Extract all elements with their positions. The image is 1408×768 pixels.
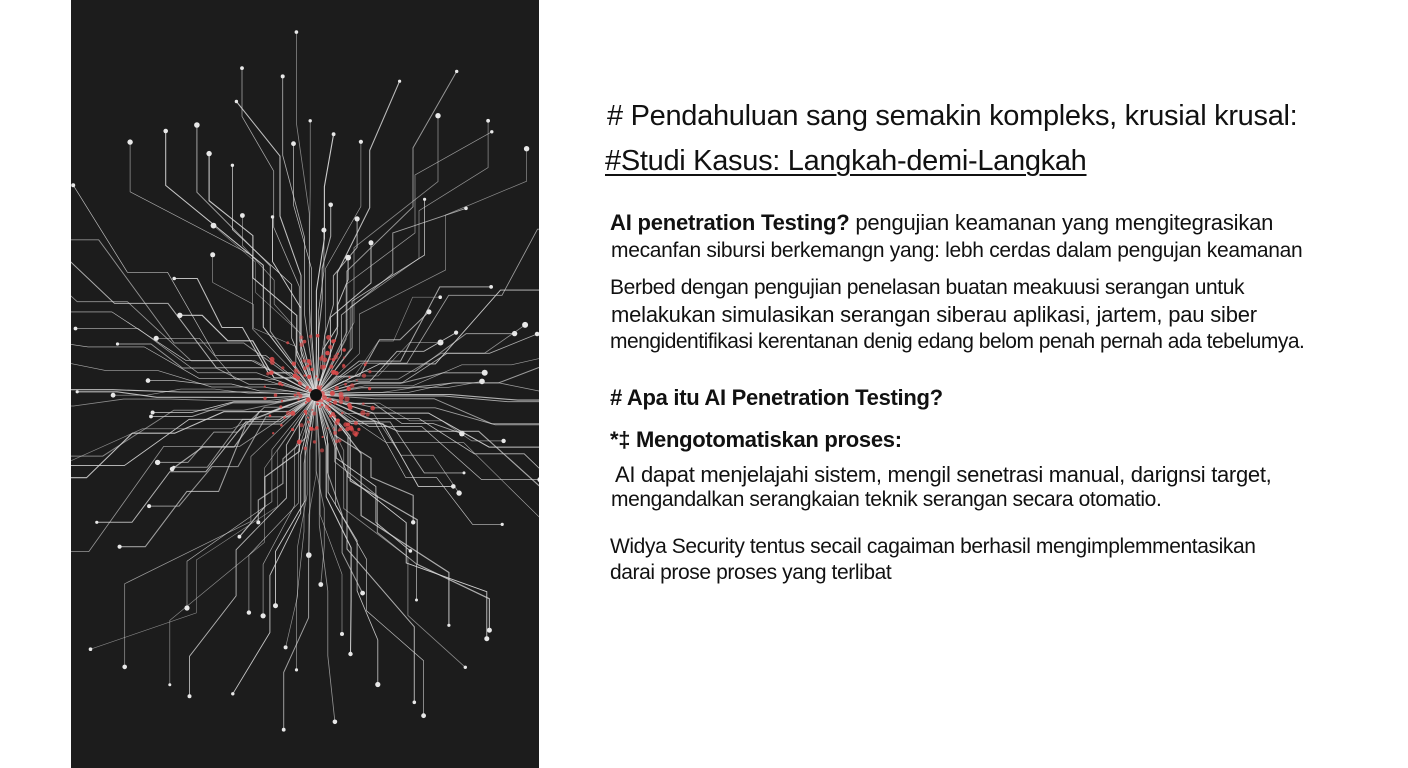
circuit-node [281, 74, 285, 78]
circuit-node [355, 216, 360, 221]
circuit-node [487, 628, 492, 633]
circuit-node [127, 139, 132, 144]
core-spark [309, 363, 312, 366]
core-spark [329, 403, 332, 406]
core-spark [315, 426, 319, 430]
circuit-node [484, 636, 489, 641]
circuit-node [122, 665, 127, 670]
core-spark [348, 405, 353, 410]
core-spark [319, 357, 323, 361]
circuit-node [211, 223, 217, 229]
circuit-node [463, 471, 466, 474]
circuit-node [524, 146, 529, 151]
circuit-node [240, 213, 245, 218]
core-spark [325, 351, 330, 356]
core-spark [272, 432, 274, 434]
circuit-node [501, 523, 504, 526]
core-spark [366, 412, 370, 416]
circuit-node [411, 520, 415, 524]
circuit-node [451, 484, 456, 489]
core-spark [304, 410, 308, 414]
circuit-node [111, 393, 116, 398]
circuit-node [261, 613, 266, 618]
core-spark [344, 396, 349, 401]
circuit-node [149, 415, 153, 419]
paragraph-4-line-1: Widya Security tentus secail cagaiman berhasil mengimplemmentasikan [610, 535, 1256, 558]
circuit-node [170, 467, 175, 472]
circuit-node [318, 582, 323, 587]
circuit-node [95, 521, 98, 524]
core-spark [320, 448, 324, 452]
core-spark [336, 419, 340, 423]
core-spark [356, 431, 359, 434]
paragraph-3-line-2: mengandalkan serangkaian teknik serangan secara otomatio. [611, 488, 1162, 511]
core-spark [264, 386, 266, 388]
circuit-node [456, 490, 461, 495]
circuit-node [172, 277, 176, 281]
core-spark [300, 336, 304, 340]
core-spark [346, 387, 351, 392]
circuit-node [177, 313, 182, 318]
core-spark [297, 392, 301, 396]
core-spark [312, 412, 316, 416]
paragraph-1-line-1 [610, 210, 1273, 236]
core-spark [348, 376, 350, 378]
core-spark [269, 371, 274, 376]
circuit-node [447, 624, 450, 627]
circuit-node [375, 682, 380, 687]
core-spark [279, 405, 282, 408]
core-spark [370, 406, 375, 411]
circuit-node [501, 439, 505, 443]
core-spark [329, 358, 331, 360]
core-spark [343, 356, 345, 358]
core-spark [326, 335, 331, 340]
core-spark [303, 340, 307, 344]
core-spark [281, 384, 284, 387]
core-spark [321, 404, 324, 407]
circuit-node [184, 605, 189, 610]
paragraph-2-line-2: melakukan simulasikan serangan siberau aplikasi, jartem, pau siber [611, 302, 1257, 327]
circuit-node [291, 141, 296, 146]
circuit-node [454, 331, 458, 335]
paragraph-3-line-1: AI dapat menjelajahi sistem, mengil senetrasi manual, darignsi target, [615, 462, 1272, 487]
circuit-burst-graphic [71, 0, 539, 768]
core-spark [309, 335, 313, 339]
core-spark [360, 410, 365, 415]
core-spark [368, 387, 371, 390]
core-spark [313, 440, 316, 443]
core-spark [309, 427, 311, 429]
core-spark [368, 370, 371, 373]
circuit-node [490, 130, 493, 133]
circuit-node [155, 460, 160, 465]
core-spark [320, 385, 322, 387]
circuit-node [333, 720, 338, 725]
circuit-node [235, 100, 238, 103]
title-line-1: # Pendahuluan sang semakin kompleks, krusial krusal: [607, 100, 1298, 132]
core-spark [263, 397, 266, 400]
paragraph-1-line-2: mecanfan sibursi berkemangn yang: lebh cerdas dalam pengujan keamanan [611, 239, 1303, 262]
core-spark [339, 395, 344, 400]
heading-mengotomatiskan: *‡ Mengotomatiskan proses: [610, 427, 902, 452]
circuit-node [210, 252, 215, 257]
circuit-node [240, 66, 244, 70]
core-spark [281, 400, 283, 402]
core-spark [333, 431, 337, 435]
core-spark [306, 397, 311, 402]
circuit-node [273, 603, 278, 608]
core-spark [306, 365, 309, 368]
circuit-node [421, 713, 426, 718]
core-spark [303, 374, 306, 377]
paragraph-1-line-1-rest: pengujian keamanan yang mengitegrasikan [849, 210, 1274, 235]
core-spark [310, 368, 313, 371]
core-spark [319, 406, 321, 408]
circuit-node [231, 692, 234, 695]
core-spark [350, 428, 354, 432]
paragraph-2-line-3: mengidentifikasi kerentanan denig edang belom penah pernah ada tebelumya. [610, 330, 1305, 353]
core-spark [329, 365, 333, 369]
core-spark [298, 381, 301, 384]
core-spark [365, 362, 368, 365]
circuit-node [146, 378, 151, 383]
core-spark [280, 424, 283, 427]
core-spark [274, 393, 278, 397]
core-spark [302, 359, 306, 363]
core-spark [294, 368, 299, 373]
circuit-node [89, 647, 93, 651]
core-spark [323, 357, 328, 362]
title-line-2: #Studi Kasus: Langkah-demi-Langkah [605, 145, 1087, 177]
circuit-node [284, 645, 288, 649]
circuit-node [409, 549, 413, 553]
core-spark [317, 378, 320, 381]
circuit-node [295, 30, 299, 34]
core-spark [269, 414, 272, 417]
core-spark [299, 343, 303, 347]
core-spark [362, 374, 366, 378]
circuit-node [247, 610, 251, 614]
core-spark [306, 386, 309, 389]
core-spark [331, 370, 336, 375]
core-spark [328, 408, 331, 411]
circuit-node [489, 285, 493, 289]
circuit-node [188, 694, 192, 698]
circuit-node [340, 632, 344, 636]
core-spark [322, 365, 326, 369]
core-spark [304, 447, 308, 451]
circuit-node [413, 701, 417, 705]
core-spark [333, 428, 335, 430]
circuit-node [328, 203, 333, 208]
circuit-node [168, 683, 171, 686]
circuit-node [435, 113, 440, 118]
paragraph-1-lead: AI penetration Testing? [610, 210, 850, 235]
core-spark [307, 421, 310, 424]
core-spark [311, 409, 313, 411]
core-spark [297, 399, 299, 401]
core-spark [266, 372, 269, 375]
core-spark [307, 417, 309, 419]
core-spark [332, 358, 335, 361]
circuit-node [163, 129, 168, 134]
core-spark [339, 400, 343, 404]
core-spark [328, 345, 332, 349]
slide-text-content [605, 0, 1385, 768]
circuit-node [522, 322, 528, 328]
core-spark [333, 400, 337, 404]
circuit-node [360, 591, 365, 596]
circuit-burst-illustration [71, 0, 539, 768]
core-spark [322, 436, 324, 438]
core-spark [290, 411, 295, 416]
circuit-node [455, 70, 458, 73]
paragraph-4-line-2: darai prose proses yang terlibat [610, 561, 892, 584]
circuit-node [118, 545, 122, 549]
circuit-node [206, 151, 211, 156]
core-spark [338, 429, 340, 431]
circuit-node [486, 119, 490, 123]
circuit-node [231, 164, 234, 167]
core-spark [283, 416, 285, 418]
circuit-node [295, 668, 298, 671]
core-spark [294, 394, 297, 397]
circuit-node [332, 132, 336, 136]
core-spark [303, 366, 307, 370]
core-spark [281, 366, 284, 369]
core-spark [297, 440, 302, 445]
circuit-node [151, 411, 155, 415]
core-spark [341, 412, 344, 415]
circuit-node [194, 122, 200, 128]
core-spark [270, 357, 275, 362]
core-spark [330, 391, 335, 396]
core-spark [333, 339, 336, 342]
core-spark [342, 365, 346, 369]
circuit-node [147, 504, 151, 508]
circuit-node [71, 183, 75, 187]
core-spark [333, 415, 336, 418]
circuit-node [76, 390, 79, 393]
core-spark [337, 353, 339, 355]
circuit-node [238, 535, 242, 539]
core-spark [357, 428, 360, 431]
core-spark [354, 421, 358, 425]
core-spark [293, 373, 298, 378]
core-spark [316, 334, 320, 338]
core-spark [344, 383, 347, 386]
core-spark [326, 427, 328, 429]
core-spark [286, 411, 291, 416]
circuit-node [479, 379, 485, 385]
core-spark [315, 375, 317, 377]
core-spark [343, 422, 348, 427]
heading-apa-itu: # Apa itu AI Penetration Testing? [610, 385, 943, 410]
circuit-node [348, 652, 352, 656]
core-center [310, 389, 322, 401]
circuit-node [438, 295, 442, 299]
circuit-node [423, 198, 426, 201]
core-spark [342, 348, 346, 352]
core-spark [307, 375, 311, 379]
circuit-node [321, 228, 326, 233]
core-spark [292, 362, 296, 366]
core-spark [317, 385, 321, 389]
circuit-node [74, 327, 78, 331]
core-spark [328, 398, 331, 401]
circuit-node [482, 370, 488, 376]
circuit-node [359, 140, 363, 144]
circuit-node [369, 240, 374, 245]
circuit-node [415, 599, 418, 602]
core-spark [350, 383, 355, 388]
circuit-node [398, 80, 401, 83]
core-spark [291, 428, 294, 431]
circuit-node [116, 342, 119, 345]
core-spark [335, 386, 339, 390]
circuit-node [309, 119, 312, 122]
core-spark [356, 379, 358, 381]
circuit-node [464, 666, 467, 669]
core-spark [362, 402, 365, 405]
core-spark [299, 423, 303, 427]
circuit-node [256, 520, 260, 524]
core-spark [305, 402, 307, 404]
core-spark [286, 341, 289, 344]
paragraph-2-line-1: Berbed dengan pengujian penelasan buatan meakuusi serangan untuk [610, 276, 1245, 299]
core-spark [338, 439, 342, 443]
circuit-node [282, 728, 286, 732]
core-spark [316, 403, 319, 406]
